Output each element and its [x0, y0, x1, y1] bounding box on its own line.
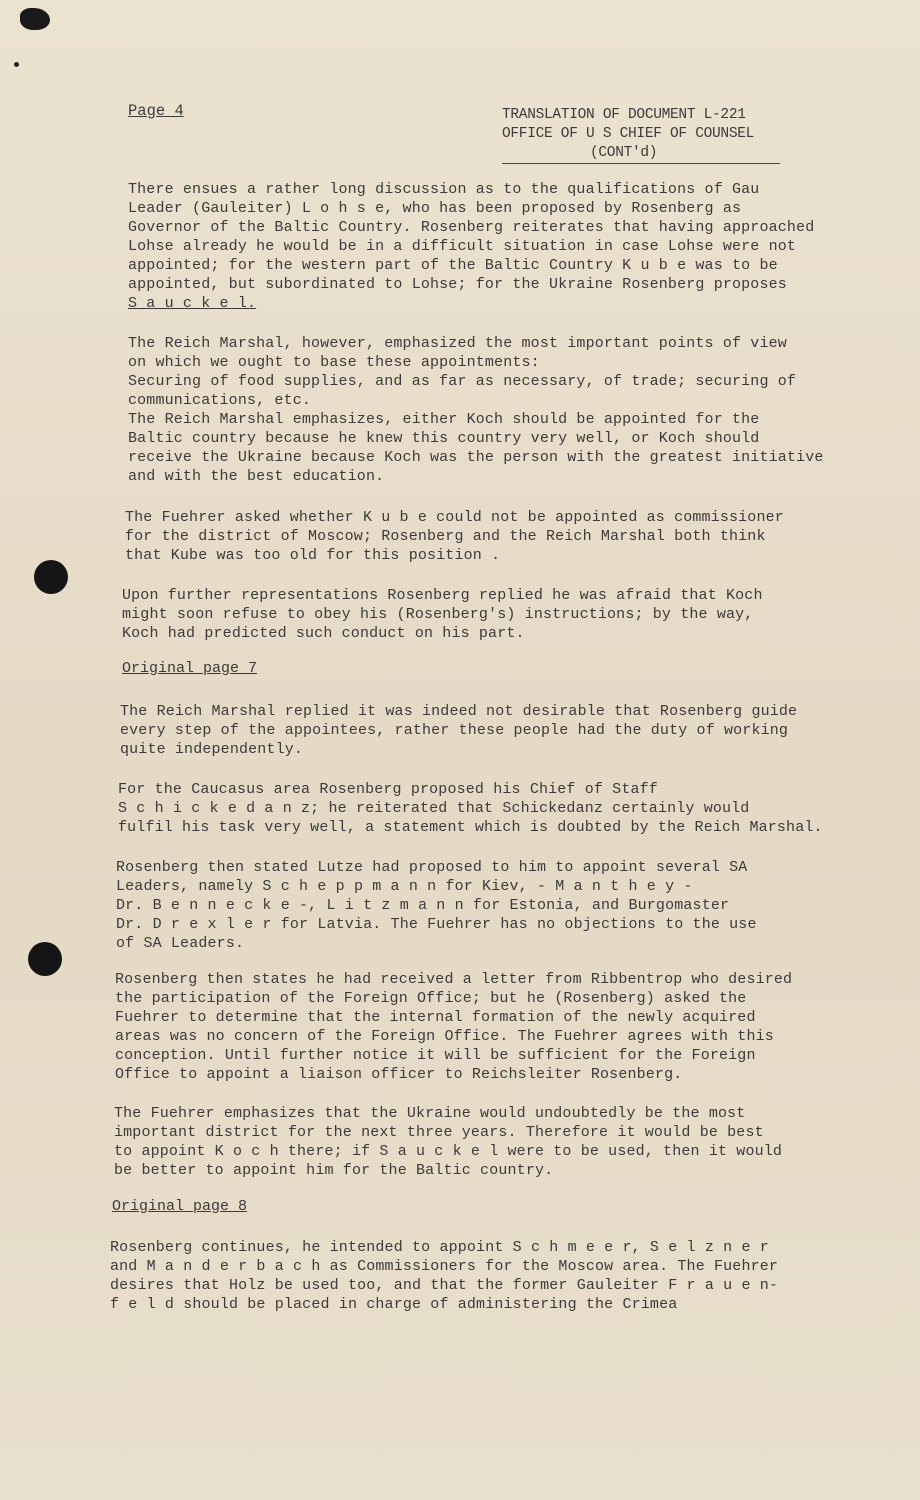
text-line: that Kube was too old for this position .	[125, 547, 501, 564]
text-line: There ensues a rather long discussion as to the qualifications of Gau	[128, 181, 760, 198]
paragraph-7	[116, 858, 851, 953]
original-page-8-label: Original page 8	[112, 1198, 248, 1215]
text-line: appointed, but subordinated to Lohse; for the Ukraine Rosenberg proposes	[128, 276, 787, 293]
heading-line-1: TRANSLATION OF DOCUMENT L-221	[502, 107, 746, 123]
text-line: the participation of the Foreign Office; but he (Rosenberg) asked the	[115, 990, 747, 1007]
paragraph-2	[128, 334, 863, 486]
punch-hole-bottom	[28, 942, 62, 976]
text-line: Koch had predicted such conduct on his part.	[122, 625, 525, 642]
text-line: f e l d should be placed in charge of administering the Crimea	[110, 1296, 678, 1313]
text-line: Rosenberg continues, he intended to appoint S c h m e e r, S e l z n e r	[110, 1239, 769, 1256]
corner-mark	[20, 8, 50, 30]
text-line: receive the Ukraine because Koch was the person with the greatest initiative	[128, 449, 824, 466]
text-line: of SA Leaders.	[116, 935, 245, 952]
text-line: every step of the appointees, rather these people had the duty of working	[120, 722, 789, 739]
paragraph-1	[128, 180, 863, 313]
text-line: S a u c k e l.	[128, 295, 257, 312]
text-line: S c h i c k e d a n z; he reiterated that Schickedanz certainly would	[118, 800, 750, 817]
text-line: fulfil his task very well, a statement which is doubted by the Reich Marshal.	[118, 819, 823, 836]
paragraph-9	[114, 1104, 849, 1180]
text-line: The Reich Marshal replied it was indeed not desirable that Rosenberg guide	[120, 703, 798, 720]
heading-line-2: OFFICE OF U S CHIEF OF COUNSEL	[502, 126, 755, 142]
text-line: Office to appoint a liaison officer to Reichsleiter Rosenberg.	[115, 1066, 683, 1083]
text-line: and M a n d e r b a c h as Commissioners for the Moscow area. The Fuehrer	[110, 1258, 779, 1275]
text-line: communications, etc.	[128, 392, 312, 409]
text-line: The Fuehrer emphasizes that the Ukraine would undoubtedly be the most	[114, 1105, 746, 1122]
text-line: Leader (Gauleiter) L o h s e, who has been proposed by Rosenberg as	[128, 200, 742, 217]
text-line: on which we ought to base these appointments:	[128, 354, 540, 371]
text-line: to appoint K o c h there; if S a u c k e l were to be used, then it would	[114, 1143, 783, 1160]
text-line: Securing of food supplies, and as far as necessary, of trade; securing of	[128, 373, 797, 390]
text-line: Upon further representations Rosenberg replied he was afraid that Koch	[122, 587, 763, 604]
text-line: areas was no concern of the Foreign Office. The Fuehrer agrees with this	[115, 1028, 774, 1045]
text-line: be better to appoint him for the Baltic country.	[114, 1162, 554, 1179]
document-heading	[502, 106, 782, 164]
original-page-7-label: Original page 7	[122, 660, 258, 677]
text-line: desires that Holz be used too, and that the former Gauleiter F r a u e n-	[110, 1277, 779, 1294]
text-line: Governor of the Baltic Country. Rosenberg reiterates that having approached	[128, 219, 815, 236]
text-line: Lohse already he would be in a difficult situation in case Lohse were not	[128, 238, 797, 255]
text-line: Rosenberg then states he had received a letter from Ribbentrop who desired	[115, 971, 793, 988]
text-line: Leaders, namely S c h e p p m a n n for Kiev, - M a n t h e y -	[116, 878, 693, 895]
paragraph-6	[118, 780, 853, 837]
heading-line-3: (CONT'd)	[502, 144, 780, 164]
text-line: and with the best education.	[128, 468, 385, 485]
text-line: Dr. B e n n e c k e -, L i t z m a n n for Estonia, and Burgomaster	[116, 897, 730, 914]
text-line: conception. Until further notice it will be sufficient for the Foreign	[115, 1047, 756, 1064]
text-line: important district for the next three years. Therefore it would be best	[114, 1124, 764, 1141]
paragraph-4	[122, 586, 857, 643]
text-line: might soon refuse to obey his (Rosenberg's) instructions; by the way,	[122, 606, 754, 623]
text-line: Rosenberg then stated Lutze had proposed to him to appoint several SA	[116, 859, 748, 876]
text-line: The Fuehrer asked whether K u b e could not be appointed as commissioner	[125, 509, 784, 526]
text-line: Fuehrer to determine that the internal formation of the newly acquired	[115, 1009, 756, 1026]
paragraph-8	[115, 970, 850, 1084]
text-line: Baltic country because he knew this country very well, or Koch should	[128, 430, 760, 447]
text-line: The Reich Marshal emphasizes, either Koch should be appointed for the	[128, 411, 760, 428]
text-line: for the district of Moscow; Rosenberg and the Reich Marshal both think	[125, 528, 766, 545]
paragraph-3	[125, 508, 860, 565]
text-line: quite independently.	[120, 741, 304, 758]
text-line: Dr. D r e x l e r for Latvia. The Fuehrer has no objections to the use	[116, 916, 757, 933]
ink-dot	[14, 62, 19, 67]
paragraph-10	[110, 1238, 845, 1314]
paragraph-5	[120, 702, 855, 759]
page-number: Page 4	[128, 102, 184, 120]
punch-hole-top	[34, 560, 68, 594]
text-line: The Reich Marshal, however, emphasized the most important points of view	[128, 335, 787, 352]
text-line: appointed; for the western part of the Baltic Country K u b e was to be	[128, 257, 778, 274]
text-line: For the Caucasus area Rosenberg proposed his Chief of Staff	[118, 781, 658, 798]
